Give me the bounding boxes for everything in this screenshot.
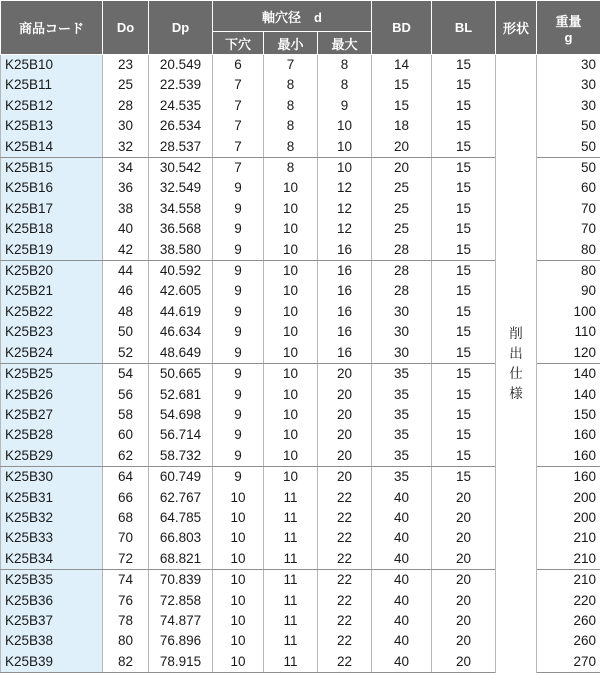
cell-bd: 30 [372, 302, 432, 322]
cell-code: K25B18 [1, 219, 103, 239]
cell-bore-min: 10 [264, 425, 318, 445]
cell-bore-max: 22 [318, 631, 372, 651]
cell-dp: 42.605 [149, 281, 213, 301]
cell-bd: 20 [372, 158, 432, 179]
cell-bore-min: 11 [264, 570, 318, 591]
cell-bd: 35 [372, 385, 432, 405]
cell-bore-pilot: 9 [213, 322, 264, 342]
cell-code: K25B30 [1, 467, 103, 488]
cell-bore-pilot: 9 [213, 261, 264, 282]
cell-do: 58 [103, 405, 149, 425]
cell-weight: 30 [537, 55, 600, 76]
cell-weight: 260 [537, 631, 600, 651]
cell-dp: 44.619 [149, 302, 213, 322]
cell-bore-pilot: 10 [213, 528, 264, 548]
cell-bd: 18 [372, 116, 432, 136]
cell-dp: 34.558 [149, 199, 213, 219]
cell-weight: 210 [537, 528, 600, 548]
cell-bore-max: 10 [318, 116, 372, 136]
cell-bl: 15 [432, 96, 496, 116]
cell-code: K25B20 [1, 261, 103, 282]
cell-bl: 15 [432, 425, 496, 445]
cell-bore-min: 10 [264, 467, 318, 488]
cell-bore-pilot: 7 [213, 96, 264, 116]
header-shape: 形状 [496, 1, 537, 55]
cell-do: 64 [103, 467, 149, 488]
cell-bore-max: 22 [318, 611, 372, 631]
cell-bore-pilot: 7 [213, 116, 264, 136]
cell-weight: 50 [537, 158, 600, 179]
header-bore-min: 最小 [264, 32, 318, 55]
cell-bd: 40 [372, 549, 432, 570]
cell-bore-min: 10 [264, 199, 318, 219]
cell-bore-max: 12 [318, 178, 372, 198]
cell-bore-pilot: 10 [213, 631, 264, 651]
cell-dp: 58.732 [149, 446, 213, 467]
cell-bore-pilot: 9 [213, 446, 264, 467]
cell-bl: 15 [432, 467, 496, 488]
header-bd: BD [372, 1, 432, 55]
cell-bd: 40 [372, 528, 432, 548]
cell-dp: 78.915 [149, 652, 213, 673]
cell-bore-pilot: 10 [213, 652, 264, 673]
cell-do: 23 [103, 55, 149, 76]
cell-weight: 30 [537, 96, 600, 116]
cell-bd: 35 [372, 446, 432, 467]
cell-bd: 40 [372, 652, 432, 673]
cell-bore-pilot: 9 [213, 405, 264, 425]
cell-code: K25B27 [1, 405, 103, 425]
cell-bore-max: 16 [318, 240, 372, 261]
cell-code: K25B39 [1, 652, 103, 673]
cell-do: 60 [103, 425, 149, 445]
cell-bore-min: 8 [264, 96, 318, 116]
cell-bore-min: 10 [264, 261, 318, 282]
cell-bore-min: 10 [264, 281, 318, 301]
table-row [1, 55, 600, 76]
cell-bore-pilot: 9 [213, 302, 264, 322]
cell-code: K25B28 [1, 425, 103, 445]
cell-bore-pilot: 9 [213, 199, 264, 219]
cell-bd: 40 [372, 488, 432, 508]
cell-weight: 90 [537, 281, 600, 301]
cell-bore-max: 16 [318, 343, 372, 364]
cell-bl: 20 [432, 508, 496, 528]
cell-code: K25B24 [1, 343, 103, 364]
cell-code: K25B33 [1, 528, 103, 548]
cell-weight: 30 [537, 75, 600, 95]
cell-bore-pilot: 9 [213, 425, 264, 445]
cell-dp: 60.749 [149, 467, 213, 488]
cell-bore-pilot: 7 [213, 75, 264, 95]
cell-bl: 20 [432, 528, 496, 548]
cell-bore-pilot: 10 [213, 611, 264, 631]
cell-bd: 15 [372, 96, 432, 116]
cell-do: 40 [103, 219, 149, 239]
cell-dp: 48.649 [149, 343, 213, 364]
cell-bore-max: 20 [318, 467, 372, 488]
cell-code: K25B12 [1, 96, 103, 116]
cell-bore-pilot: 9 [213, 281, 264, 301]
cell-code: K25B15 [1, 158, 103, 179]
cell-do: 56 [103, 385, 149, 405]
cell-dp: 56.714 [149, 425, 213, 445]
cell-bl: 15 [432, 302, 496, 322]
cell-bore-max: 20 [318, 425, 372, 445]
cell-bl: 15 [432, 261, 496, 282]
header-do: Do [103, 1, 149, 55]
cell-bl: 20 [432, 652, 496, 673]
cell-dp: 24.535 [149, 96, 213, 116]
cell-bore-pilot: 7 [213, 158, 264, 179]
cell-bore-max: 16 [318, 302, 372, 322]
cell-bd: 25 [372, 178, 432, 198]
cell-weight: 150 [537, 405, 600, 425]
cell-bore-min: 7 [264, 55, 318, 76]
cell-bore-min: 11 [264, 549, 318, 570]
cell-bore-min: 11 [264, 528, 318, 548]
cell-bd: 40 [372, 508, 432, 528]
cell-bore-min: 11 [264, 488, 318, 508]
cell-bd: 28 [372, 240, 432, 261]
cell-do: 68 [103, 508, 149, 528]
cell-weight: 50 [537, 137, 600, 158]
cell-bd: 40 [372, 611, 432, 631]
cell-bore-pilot: 9 [213, 385, 264, 405]
cell-bore-min: 8 [264, 116, 318, 136]
cell-weight: 80 [537, 261, 600, 282]
cell-dp: 62.767 [149, 488, 213, 508]
cell-do: 52 [103, 343, 149, 364]
cell-bl: 15 [432, 75, 496, 95]
cell-code: K25B22 [1, 302, 103, 322]
cell-bore-max: 20 [318, 446, 372, 467]
cell-do: 46 [103, 281, 149, 301]
cell-dp: 28.537 [149, 137, 213, 158]
cell-bd: 35 [372, 467, 432, 488]
cell-dp: 20.549 [149, 55, 213, 76]
cell-bl: 15 [432, 178, 496, 198]
cell-do: 78 [103, 611, 149, 631]
cell-bl: 20 [432, 591, 496, 611]
cell-weight: 270 [537, 652, 600, 673]
cell-bore-pilot: 10 [213, 488, 264, 508]
cell-bore-min: 8 [264, 158, 318, 179]
cell-do: 34 [103, 158, 149, 179]
cell-dp: 40.592 [149, 261, 213, 282]
cell-weight: 260 [537, 611, 600, 631]
cell-bore-max: 22 [318, 549, 372, 570]
header-bore-pilot: 下穴 [213, 32, 264, 55]
cell-code: K25B10 [1, 55, 103, 76]
cell-bd: 25 [372, 199, 432, 219]
cell-do: 30 [103, 116, 149, 136]
cell-code: K25B31 [1, 488, 103, 508]
cell-bore-max: 12 [318, 219, 372, 239]
header-bl: BL [432, 1, 496, 55]
cell-bd: 14 [372, 55, 432, 76]
cell-weight: 70 [537, 219, 600, 239]
cell-bl: 15 [432, 158, 496, 179]
header-code: 商品コード [1, 1, 103, 55]
cell-dp: 36.568 [149, 219, 213, 239]
cell-do: 48 [103, 302, 149, 322]
cell-bore-pilot: 9 [213, 219, 264, 239]
cell-bl: 15 [432, 446, 496, 467]
cell-bl: 20 [432, 488, 496, 508]
cell-bore-min: 11 [264, 508, 318, 528]
cell-bore-pilot: 9 [213, 240, 264, 261]
cell-bl: 15 [432, 385, 496, 405]
cell-dp: 50.665 [149, 364, 213, 385]
cell-weight: 110 [537, 322, 600, 342]
cell-weight: 210 [537, 570, 600, 591]
cell-bl: 15 [432, 240, 496, 261]
cell-dp: 46.634 [149, 322, 213, 342]
cell-do: 80 [103, 631, 149, 651]
cell-bore-pilot: 10 [213, 549, 264, 570]
cell-weight: 220 [537, 591, 600, 611]
cell-bore-min: 8 [264, 75, 318, 95]
cell-weight: 100 [537, 302, 600, 322]
cell-bd: 25 [372, 219, 432, 239]
cell-bore-max: 8 [318, 75, 372, 95]
cell-do: 70 [103, 528, 149, 548]
cell-bore-max: 22 [318, 570, 372, 591]
cell-code: K25B13 [1, 116, 103, 136]
cell-do: 42 [103, 240, 149, 261]
cell-bd: 40 [372, 570, 432, 591]
cell-do: 25 [103, 75, 149, 95]
header-dp: Dp [149, 1, 213, 55]
cell-weight: 140 [537, 385, 600, 405]
cell-bore-max: 22 [318, 508, 372, 528]
shape-value: 削出仕様 [508, 324, 524, 404]
cell-weight: 50 [537, 116, 600, 136]
cell-code: K25B14 [1, 137, 103, 158]
cell-bore-min: 10 [264, 219, 318, 239]
cell-do: 82 [103, 652, 149, 673]
cell-bore-min: 10 [264, 302, 318, 322]
cell-do: 32 [103, 137, 149, 158]
cell-dp: 52.681 [149, 385, 213, 405]
cell-dp: 68.821 [149, 549, 213, 570]
cell-weight: 200 [537, 488, 600, 508]
cell-code: K25B32 [1, 508, 103, 528]
cell-bl: 15 [432, 137, 496, 158]
cell-bore-max: 22 [318, 591, 372, 611]
cell-bl: 15 [432, 199, 496, 219]
cell-bd: 35 [372, 364, 432, 385]
cell-bore-max: 12 [318, 199, 372, 219]
cell-do: 74 [103, 570, 149, 591]
cell-bl: 20 [432, 631, 496, 651]
header-bore-max: 最大 [318, 32, 372, 55]
cell-bl: 15 [432, 219, 496, 239]
cell-do: 62 [103, 446, 149, 467]
cell-bd: 28 [372, 281, 432, 301]
cell-bore-min: 10 [264, 322, 318, 342]
cell-do: 54 [103, 364, 149, 385]
cell-dp: 64.785 [149, 508, 213, 528]
cell-bore-max: 8 [318, 55, 372, 76]
cell-weight: 120 [537, 343, 600, 364]
cell-bore-max: 22 [318, 528, 372, 548]
cell-dp: 66.803 [149, 528, 213, 548]
cell-bore-min: 8 [264, 137, 318, 158]
cell-code: K25B19 [1, 240, 103, 261]
cell-bore-pilot: 9 [213, 343, 264, 364]
cell-bore-max: 16 [318, 322, 372, 342]
cell-bore-min: 11 [264, 591, 318, 611]
cell-bd: 28 [372, 261, 432, 282]
cell-bore-min: 10 [264, 446, 318, 467]
cell-bd: 35 [372, 405, 432, 425]
cell-weight: 200 [537, 508, 600, 528]
cell-bore-pilot: 7 [213, 137, 264, 158]
cell-bore-max: 16 [318, 261, 372, 282]
cell-bore-min: 10 [264, 178, 318, 198]
cell-dp: 72.858 [149, 591, 213, 611]
cell-code: K25B17 [1, 199, 103, 219]
cell-bl: 20 [432, 611, 496, 631]
cell-bl: 20 [432, 549, 496, 570]
cell-bore-max: 20 [318, 364, 372, 385]
cell-code: K25B21 [1, 281, 103, 301]
cell-bore-pilot: 9 [213, 178, 264, 198]
cell-do: 72 [103, 549, 149, 570]
cell-do: 28 [103, 96, 149, 116]
cell-dp: 74.877 [149, 611, 213, 631]
header-weight-unit: g [565, 30, 573, 45]
cell-bore-min: 10 [264, 405, 318, 425]
header-weight [537, 1, 600, 55]
cell-code: K25B25 [1, 364, 103, 385]
cell-code: K25B35 [1, 570, 103, 591]
cell-code: K25B16 [1, 178, 103, 198]
cell-weight: 210 [537, 549, 600, 570]
cell-weight: 160 [537, 467, 600, 488]
cell-bore-min: 10 [264, 364, 318, 385]
cell-code: K25B37 [1, 611, 103, 631]
cell-dp: 54.698 [149, 405, 213, 425]
cell-shape [496, 55, 537, 673]
cell-dp: 76.896 [149, 631, 213, 651]
cell-bore-max: 16 [318, 281, 372, 301]
cell-bore-pilot: 9 [213, 364, 264, 385]
cell-do: 44 [103, 261, 149, 282]
cell-dp: 30.542 [149, 158, 213, 179]
cell-bore-min: 10 [264, 240, 318, 261]
header-bore: 軸穴径 d [213, 1, 372, 32]
cell-bore-max: 10 [318, 137, 372, 158]
cell-bore-pilot: 9 [213, 467, 264, 488]
cell-bd: 20 [372, 137, 432, 158]
cell-bd: 40 [372, 631, 432, 651]
cell-bore-max: 10 [318, 158, 372, 179]
header-weight-label: 重量 [556, 14, 582, 29]
cell-bore-min: 11 [264, 652, 318, 673]
cell-do: 76 [103, 591, 149, 611]
cell-code: K25B38 [1, 631, 103, 651]
cell-do: 66 [103, 488, 149, 508]
cell-do: 38 [103, 199, 149, 219]
cell-weight: 140 [537, 364, 600, 385]
cell-bore-max: 22 [318, 652, 372, 673]
cell-bore-min: 11 [264, 631, 318, 651]
cell-dp: 70.839 [149, 570, 213, 591]
cell-weight: 160 [537, 446, 600, 467]
cell-do: 50 [103, 322, 149, 342]
cell-code: K25B29 [1, 446, 103, 467]
cell-bd: 30 [372, 322, 432, 342]
cell-bl: 20 [432, 570, 496, 591]
cell-bore-max: 20 [318, 405, 372, 425]
cell-dp: 26.534 [149, 116, 213, 136]
cell-dp: 38.580 [149, 240, 213, 261]
cell-bl: 15 [432, 55, 496, 76]
cell-bore-max: 20 [318, 385, 372, 405]
cell-dp: 32.549 [149, 178, 213, 198]
cell-bd: 15 [372, 75, 432, 95]
cell-bore-min: 10 [264, 343, 318, 364]
cell-bore-max: 9 [318, 96, 372, 116]
cell-do: 36 [103, 178, 149, 198]
cell-bl: 15 [432, 364, 496, 385]
cell-bl: 15 [432, 281, 496, 301]
cell-bore-pilot: 10 [213, 570, 264, 591]
cell-bore-min: 10 [264, 385, 318, 405]
cell-weight: 60 [537, 178, 600, 198]
cell-bore-max: 22 [318, 488, 372, 508]
cell-code: K25B11 [1, 75, 103, 95]
cell-weight: 160 [537, 425, 600, 445]
cell-code: K25B23 [1, 322, 103, 342]
cell-bl: 15 [432, 343, 496, 364]
cell-weight: 70 [537, 199, 600, 219]
cell-bd: 35 [372, 425, 432, 445]
cell-dp: 22.539 [149, 75, 213, 95]
cell-weight: 80 [537, 240, 600, 261]
cell-bd: 30 [372, 343, 432, 364]
cell-bl: 15 [432, 405, 496, 425]
cell-bd: 40 [372, 591, 432, 611]
table-body [1, 55, 600, 673]
cell-code: K25B26 [1, 385, 103, 405]
cell-bl: 15 [432, 116, 496, 136]
cell-code: K25B34 [1, 549, 103, 570]
cell-bore-pilot: 6 [213, 55, 264, 76]
cell-bore-pilot: 10 [213, 508, 264, 528]
cell-bl: 15 [432, 322, 496, 342]
cell-bore-min: 11 [264, 611, 318, 631]
cell-bore-pilot: 10 [213, 591, 264, 611]
cell-code: K25B36 [1, 591, 103, 611]
